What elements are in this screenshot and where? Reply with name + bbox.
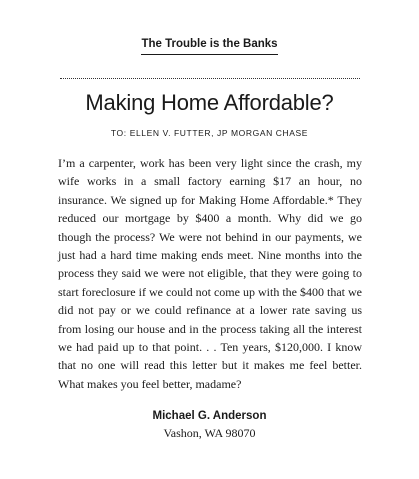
signature-location: Vashon, WA 98070 xyxy=(163,426,256,440)
letter-body: I’m a carpenter, work has been very light since the crash, my wife works in a small factory earning $17 an hour, no insurance. We signed up for Making Home Affordable.* They reduced our mortgage by $400 a month. Why did we go though the process? We were not behind in our payments, we just had a hard time making ends meet. Nine months into the process they said we were not eligible, that they were going to start foreclosure if we could not come up with the $400 that we did not pay or we could refinance at a lower rate saving us from losing our house and in the process taking all the interest we had paid up to that point. . . Ten years, $120,000. I know that no one will read this letter but it makes me feel better. What makes you feel better, madame? xyxy=(58,156,362,391)
book-title: The Trouble is the Banks xyxy=(141,38,277,55)
letter-title: Making Home Affordable? xyxy=(85,90,334,115)
letter-recipient: TO: ELLEN V. FUTTER, JP MORGAN CHASE xyxy=(110,128,309,138)
running-header xyxy=(0,38,419,55)
signature-name: Michael G. Anderson xyxy=(152,410,267,422)
dotted-divider xyxy=(60,78,360,79)
signature-block xyxy=(0,408,419,442)
